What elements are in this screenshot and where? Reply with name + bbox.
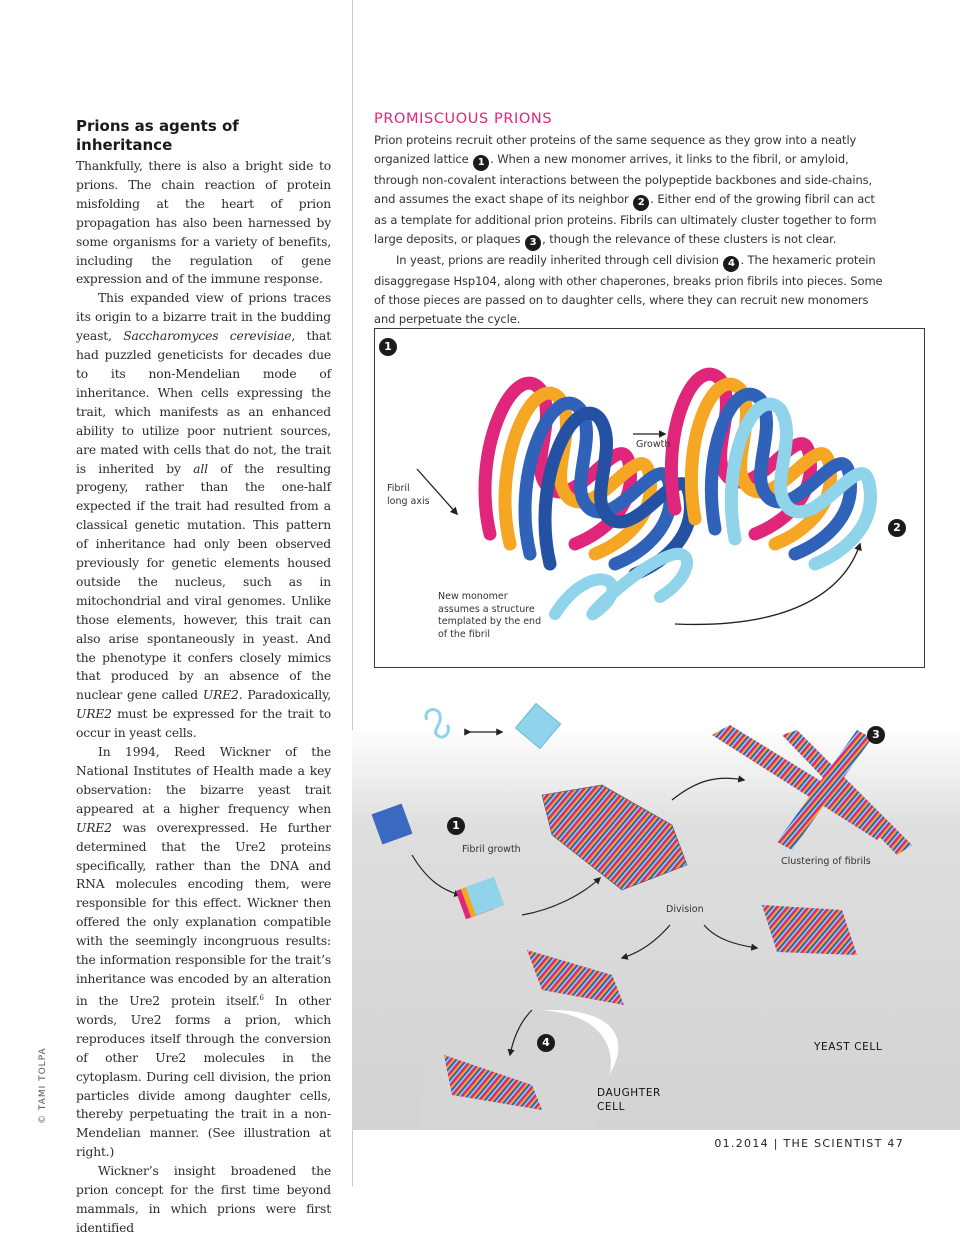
article-column <box>76 117 331 1238</box>
step-4-badge: 4 <box>537 1034 555 1052</box>
gene-name: URE2 <box>76 820 112 835</box>
fibril-left <box>485 383 690 574</box>
fibril-fragment-right <box>762 905 857 955</box>
article-paragraph-4: Wickner’s insight broadened the prion concept for the first time beyond mammals, in which prions were first identified <box>76 1164 331 1235</box>
step-1-badge: 1 <box>379 338 397 356</box>
article-paragraph-1: Thankfully, there is also a bright side to prions. The chain reaction of protein misfolding at the heart of prion propagation has also been harnessed by some organisms for a variety of benefits, including the regulation of gene expression and of the immune response. <box>76 159 331 287</box>
daughter-cell-label: DAUGHTER CELL <box>597 1087 661 1113</box>
fibril-axis-label: Fibril long axis <box>387 483 430 507</box>
new-monomer-label: New monomer assumes a structure templated by the end of the fibril <box>438 591 542 640</box>
step-2-marker: 2 <box>633 195 649 211</box>
step-1-badge: 1 <box>447 817 465 835</box>
step-3-badge: 3 <box>867 726 885 744</box>
intro-paragraph-2: In yeast, prions are readily inherited through cell division 4 . The hexameric protein disaggregase Hsp104, along with other chaperones, breaks prion fibrils into pieces. Some of those pieces are passed on to daughter cells, where they can recruit new monomers and perpetuate the cycle. <box>374 253 883 326</box>
gene-name: URE2 <box>76 707 112 722</box>
species-name: Saccharomyces cerevisiae <box>123 329 292 344</box>
yeast-cell-label: YEAST CELL <box>814 1041 883 1053</box>
step-2-badge: 2 <box>888 519 906 537</box>
figure-intro <box>374 111 884 329</box>
clustering-label: Clustering of fibrils <box>781 856 871 867</box>
article-paragraph-3: In 1994, Reed Wickner of the National Institutes of Health made a key observation: the bizarre yeast trait appeared at a higher frequency when URE2 was overexpressed. He further determined that the Ure2 proteins specifically, rather than the DNA and RNA molecules encoding them, were responsible for this effect. Wickner then offered the only explanation compatible with the seemingly incongruous results: the information responsible for the trait’s inheritance was encoded by an alteration in the Ure2 protein itself.$^6$ In other words, Ure2 forms a prion, which reproduces itself through the conversion of other Ure2 molecules in the cytoplasm. During cell division, the prion particles divide among daughter cells, thereby perpetuating the trait in a non-Mendelian manner. (See illustration at right.) <box>76 745 331 1160</box>
prion-inheritance-figure <box>352 690 960 1130</box>
division-label: Division <box>666 904 704 915</box>
step-4-marker: 4 <box>723 256 739 272</box>
gene-name: URE2 <box>202 688 239 703</box>
step-1-marker: 1 <box>473 155 489 171</box>
page-footer: 01.2014 | THE SCIENTIST 47 <box>714 1137 904 1150</box>
step-3-marker: 3 <box>525 235 541 251</box>
fibril-growth-label: Fibril growth <box>462 844 521 855</box>
photo-credit: © TAMI TOLPA <box>38 1047 48 1124</box>
fibril-right <box>671 374 870 564</box>
yeast-cell-illustration <box>352 690 960 1130</box>
intro-paragraph-1: Prion proteins recruit other proteins of the same sequence as they grow into a neatly organized lattice 1 . When a new monomer arrives, it links to the fibril, or amyloid, through non-covalent interactions between the polypeptide backbones and side-chains, and assumes the exact shape of its neighbor 2 . Either end of the growing fibril can act as a template for additional prion proteins. Fibrils can ultimately cluster together to form large deposits, or plaques 3 , though the relevance of these clusters is not clear. <box>374 131 884 251</box>
reference-marker: 6 <box>259 993 264 1002</box>
section-heading: Prions as agents of inheritance <box>76 117 239 154</box>
article-paragraph-2: This expanded view of prions traces its origin to a bizarre trait in the budding yeast, Saccharomyces cerevisiae, that had puzzled geneticists for decades due to its non-Mendelian mode of inheritance. When cells expressing the trait, which manifests as an enhanced ability to utilize poor nutrient sources, are mated with cells that do not, the trait is inherited by all of the resulting progeny, rather than the one-half expected if the trait had resulted from a classical genetic mutation. This pattern of inheritance had only been observed previously for genetic elements housed outside the nucleus, such as in mitochondrial and viral genomes. Unlike those elements, however, this trait can also arise spontaneously in yeast. And the phenotype it confers closely mimics that produced by an absence of the nuclear gene called URE2. Paradoxically, URE2 must be expressed for the trait to occur in yeast cells. <box>76 291 331 741</box>
growth-label: Growth <box>636 439 671 450</box>
figure-title: PROMISCUOUS PRIONS <box>374 111 553 127</box>
fibril-lattice-figure <box>374 328 925 668</box>
